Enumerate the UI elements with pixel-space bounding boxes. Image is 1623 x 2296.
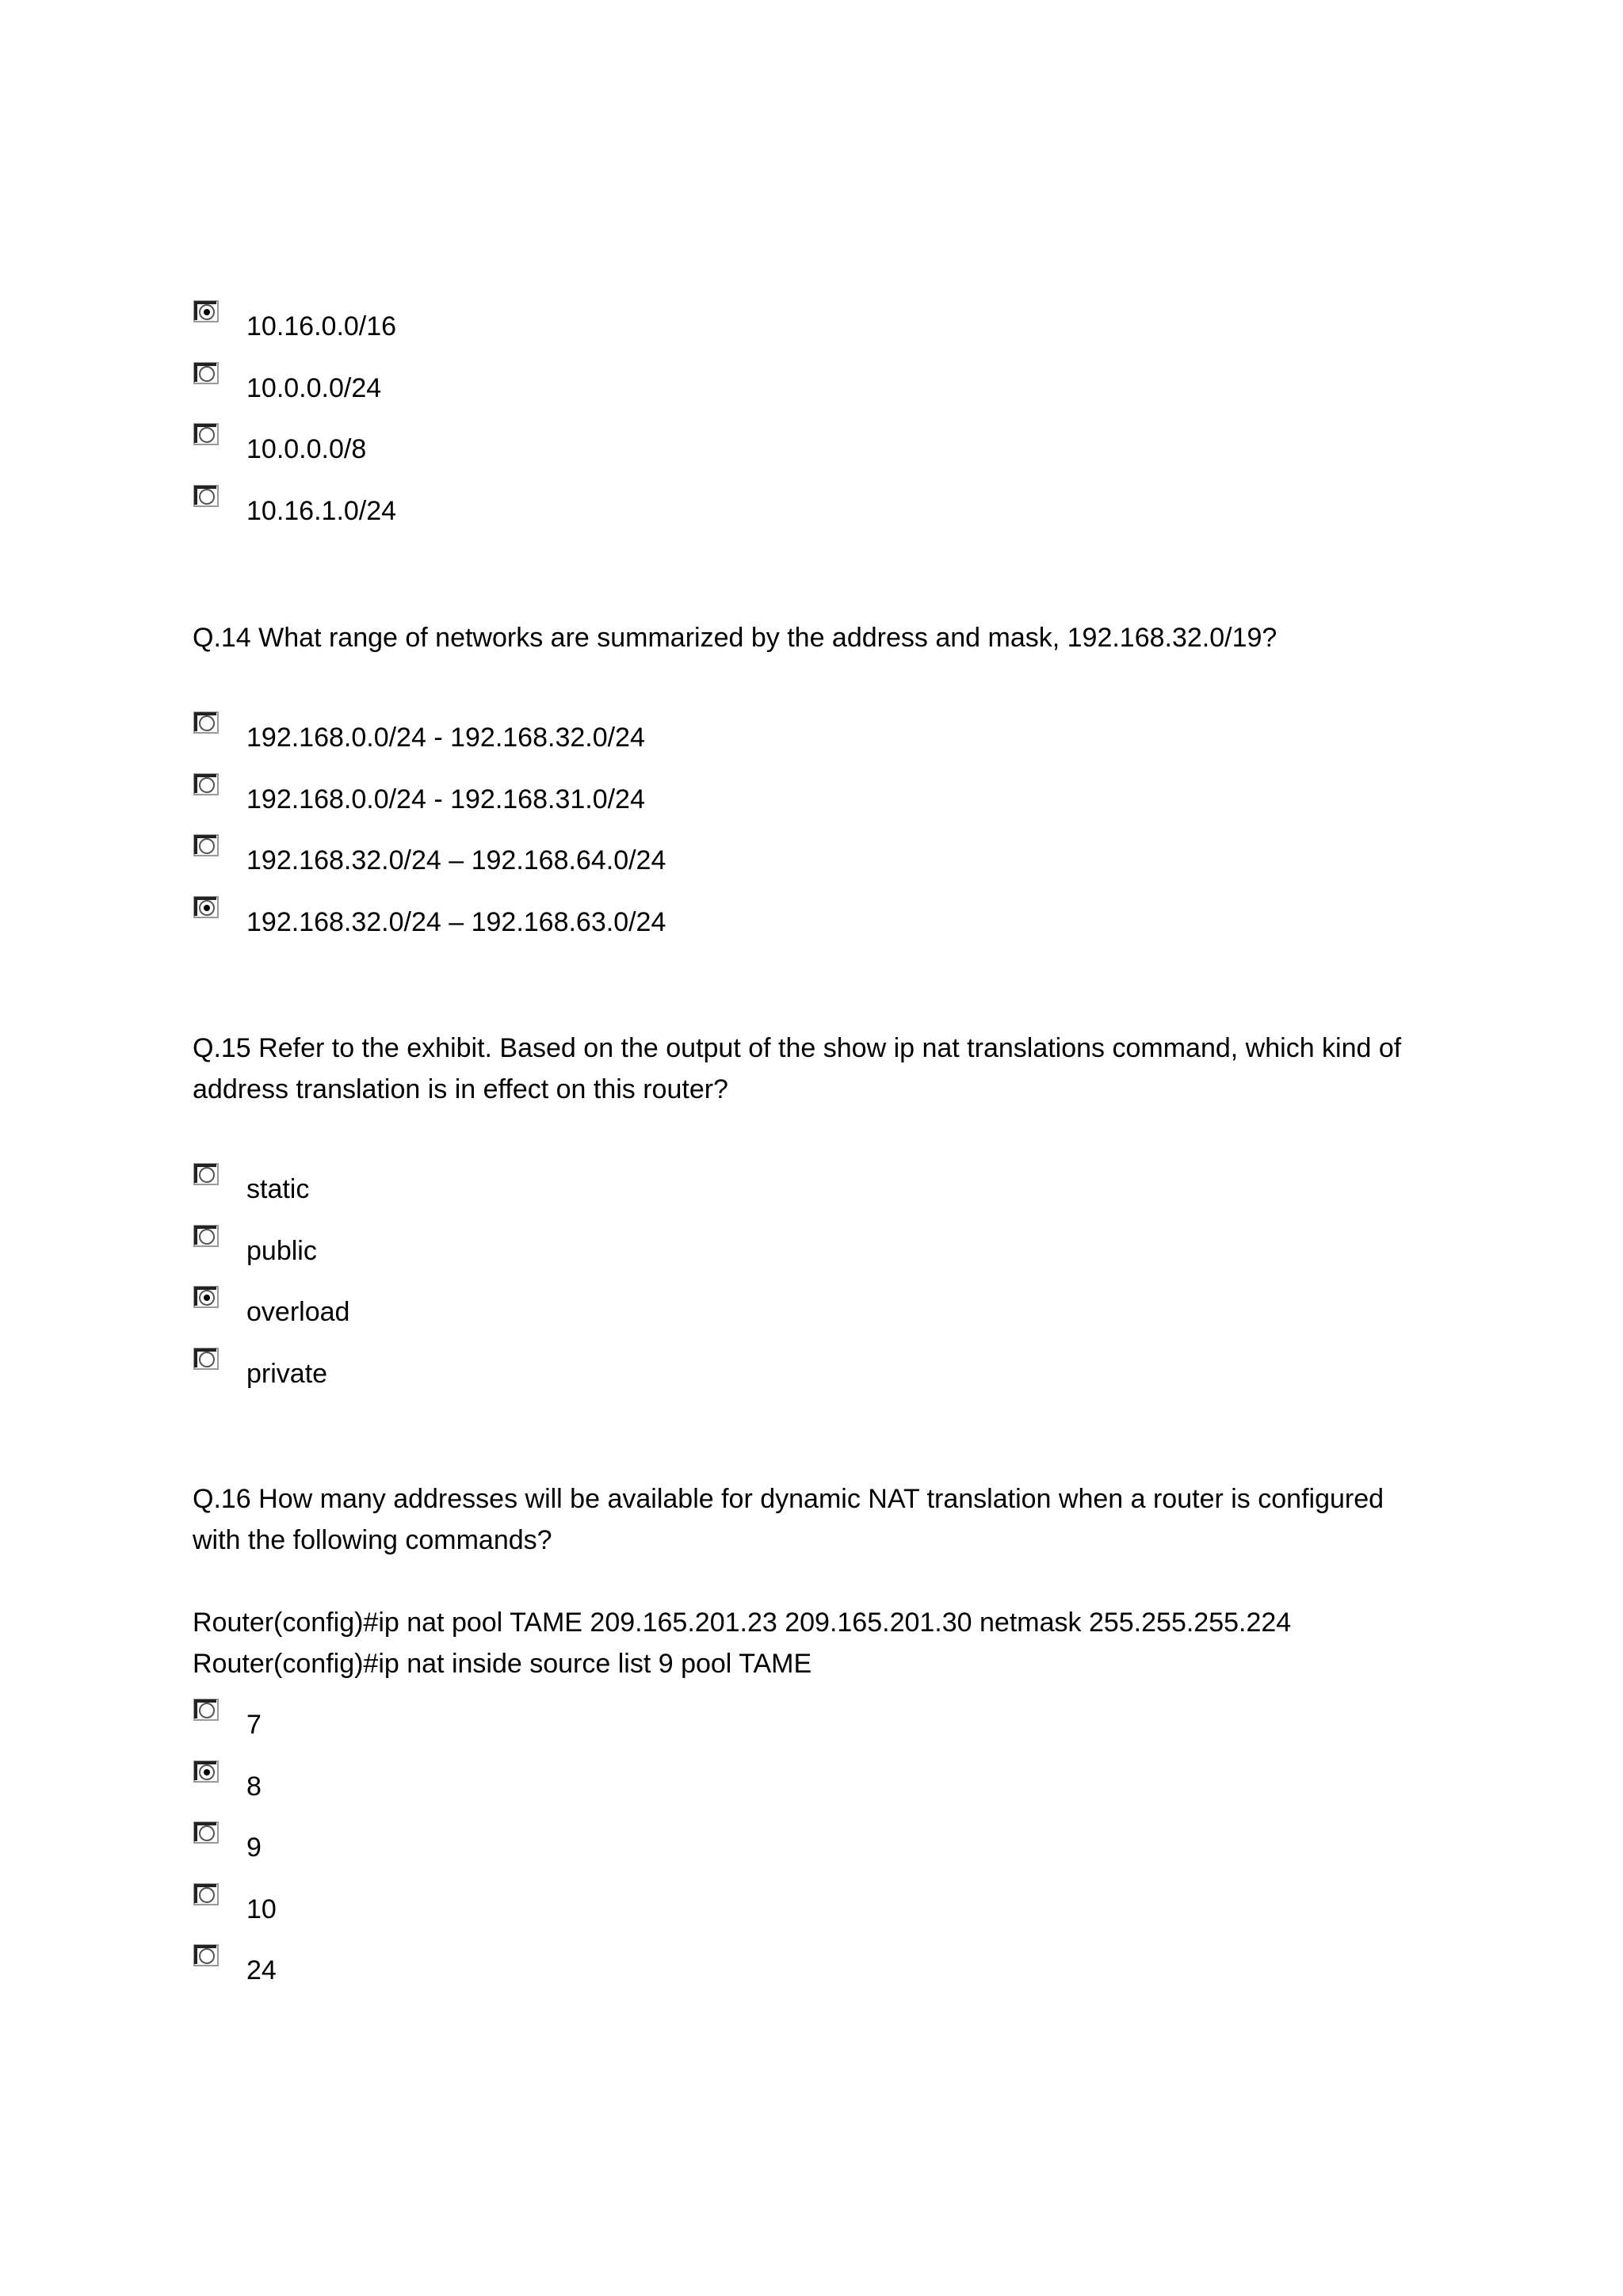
q16-option-4-radio[interactable] xyxy=(193,1882,220,1906)
q16-option-3-label: 9 xyxy=(246,1833,262,1863)
q13-option-2-label: 10.0.0.0/24 xyxy=(246,373,382,403)
q14-option-3-label: 192.168.32.0/24 – 192.168.64.0/24 xyxy=(246,845,666,875)
q16-option-5-radio[interactable] xyxy=(193,1943,220,1967)
q13-option-1-radio[interactable] xyxy=(193,299,220,323)
q14-option-3-radio[interactable] xyxy=(193,833,220,857)
q16-option-1-label: 7 xyxy=(246,1710,262,1740)
q13-option-3-label: 10.0.0.0/8 xyxy=(246,434,367,464)
q16-option-2-radio[interactable] xyxy=(193,1760,220,1783)
q13-option-3-radio[interactable] xyxy=(193,422,220,446)
q15-question-line-1: Q.15 Refer to the exhibit. Based on the output of the show ip nat translations command, which kind of xyxy=(193,1033,1402,1063)
q15-option-1-label: static xyxy=(246,1174,310,1204)
radio-selected-dot xyxy=(204,1295,210,1301)
q13-option-4-radio[interactable] xyxy=(193,484,220,508)
q16-option-4-label: 10 xyxy=(246,1894,277,1924)
q15-option-4-label: private xyxy=(246,1359,328,1389)
q15-option-2-radio[interactable] xyxy=(193,1224,220,1248)
q16-option-5-label: 24 xyxy=(246,1955,277,1985)
q16-option-1-radio[interactable] xyxy=(193,1698,220,1722)
radio-selected-dot xyxy=(204,1769,210,1775)
q14-option-4-label: 192.168.32.0/24 – 192.168.63.0/24 xyxy=(246,907,666,937)
radio-selected-dot xyxy=(204,905,210,911)
q15-option-3-label: overload xyxy=(246,1297,350,1327)
q14-option-2-label: 192.168.0.0/24 - 192.168.31.0/24 xyxy=(246,784,645,814)
q16-option-2-label: 8 xyxy=(246,1772,262,1802)
q15-question-line-2: address translation is in effect on this router? xyxy=(193,1074,728,1104)
q13-option-2-radio[interactable] xyxy=(193,361,220,385)
q16-command-1: Router(config)#ip nat pool TAME 209.165.201.23 209.165.201.30 netmask 255.255.255.224 xyxy=(193,1608,1292,1638)
q14-option-4-radio[interactable] xyxy=(193,895,220,919)
q16-question-line-2: with the following commands? xyxy=(193,1525,552,1555)
q16-question-line-1: Q.16 How many addresses will be available for dynamic NAT translation when a router is configured xyxy=(193,1484,1384,1514)
q13-option-1-label: 10.16.0.0/16 xyxy=(246,311,397,341)
q14-question: Q.14 What range of networks are summarized by the address and mask, 192.168.32.0/19? xyxy=(193,623,1277,653)
q15-option-2-label: public xyxy=(246,1236,317,1266)
radio-selected-dot xyxy=(204,309,210,315)
q15-option-4-radio[interactable] xyxy=(193,1347,220,1371)
q14-option-2-radio[interactable] xyxy=(193,772,220,796)
q15-option-1-radio[interactable] xyxy=(193,1162,220,1186)
q15-option-3-radio[interactable] xyxy=(193,1285,220,1309)
q16-option-3-radio[interactable] xyxy=(193,1821,220,1844)
q14-option-1-label: 192.168.0.0/24 - 192.168.32.0/24 xyxy=(246,723,645,753)
q13-option-4-label: 10.16.1.0/24 xyxy=(246,496,397,526)
q16-command-2: Router(config)#ip nat inside source list 9 pool TAME xyxy=(193,1649,812,1679)
q14-option-1-radio[interactable] xyxy=(193,711,220,734)
